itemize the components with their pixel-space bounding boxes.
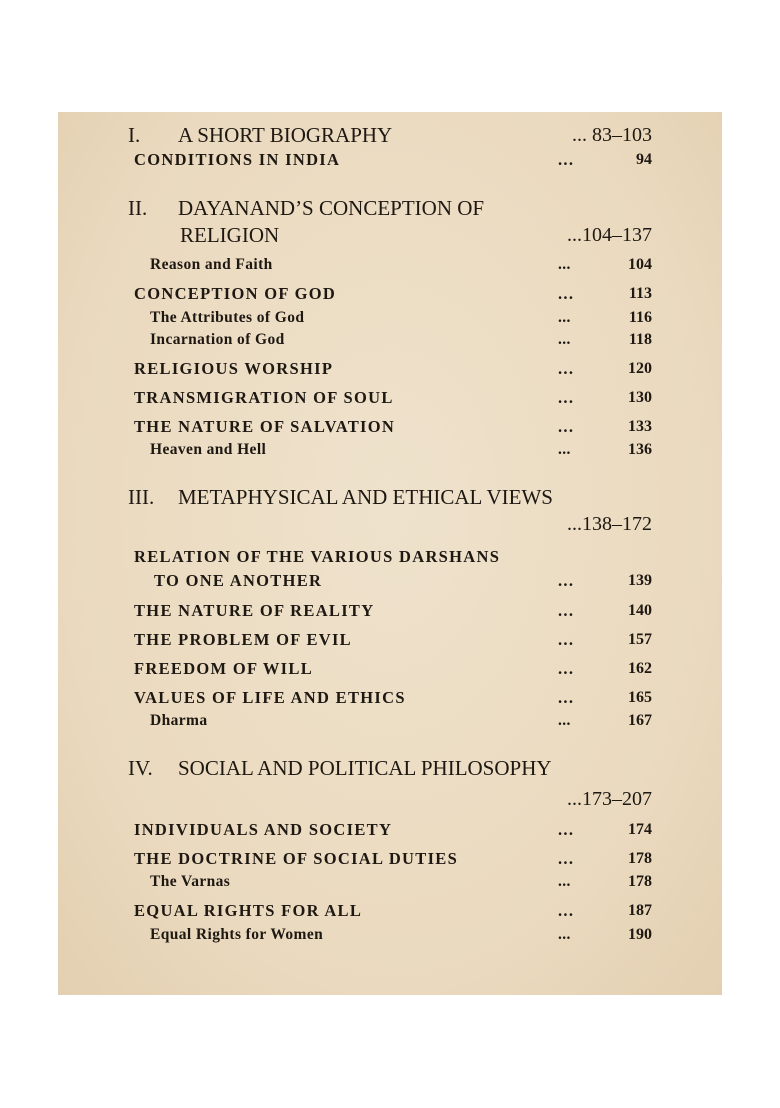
entry-title: A SHORT BIOGRAPHY [178, 123, 393, 147]
entry-title: INDIVIDUALS AND SOCIETY [134, 820, 393, 839]
toc-entry [58, 656, 722, 682]
toc-entry [58, 147, 722, 173]
entry-title: The Attributes of God [150, 309, 305, 326]
entry-title: SOCIAL AND POLITICAL PHILOSOPHY [178, 756, 552, 780]
toc-entry [58, 511, 722, 537]
page-number: 120 [628, 360, 652, 377]
chapter-number: IV. [128, 756, 153, 780]
entry-title: Heaven and Hell [150, 441, 267, 458]
page-number: ...104–137 [567, 224, 652, 246]
leader-dots: ... [558, 630, 575, 649]
leader-dots: ... [558, 688, 575, 707]
entry-title: THE NATURE OF SALVATION [134, 417, 396, 436]
leader-dots: ... [558, 284, 575, 303]
toc-entry [58, 327, 722, 353]
toc-entry [58, 195, 722, 221]
entry-title: Incarnation of God [150, 331, 285, 348]
scanned-page [58, 112, 722, 995]
entry-title: Dharma [150, 712, 208, 729]
toc-entry [58, 627, 722, 653]
entry-title: TO ONE ANOTHER [154, 571, 323, 590]
page-number: 94 [636, 151, 652, 168]
toc-entry [58, 122, 722, 148]
page-number: 136 [628, 441, 652, 458]
chapter-number: I. [128, 123, 141, 147]
entry-title: THE NATURE OF REALITY [134, 601, 375, 620]
entry-title: DAYANAND’S CONCEPTION OF [178, 196, 485, 220]
toc-entry [58, 437, 722, 463]
page-number: 118 [628, 331, 652, 348]
leader-dots: ... [558, 309, 571, 326]
entry-title: THE PROBLEM OF EVIL [134, 630, 352, 649]
toc-entry [58, 869, 722, 895]
page-number: 113 [628, 285, 652, 302]
leader-dots: ... [558, 331, 571, 348]
toc-entry [58, 708, 722, 734]
toc-entry [58, 922, 722, 948]
leader-dots: ... [558, 388, 575, 407]
entry-title: FREEDOM OF WILL [134, 659, 314, 678]
toc-entry [58, 252, 722, 278]
leader-dots: ... [558, 441, 571, 458]
leader-dots: ... [558, 150, 575, 169]
leader-dots: ... [558, 359, 575, 378]
entry-title: TRANSMIGRATION OF SOUL [134, 388, 394, 407]
toc-entry [58, 222, 722, 248]
page-number: 165 [628, 689, 652, 706]
page-number: 140 [628, 602, 652, 619]
leader-dots: ... [558, 659, 575, 678]
page-number: 174 [628, 821, 652, 838]
page-number: ... 83–103 [572, 124, 652, 146]
page-number: 178 [628, 873, 652, 890]
page-number: ...173–207 [567, 788, 652, 810]
toc-entry [58, 568, 722, 594]
entry-title: RELIGIOUS WORSHIP [134, 359, 334, 378]
toc-entry [58, 281, 722, 307]
page-number: ...138–172 [567, 513, 652, 535]
entry-title: CONCEPTION OF GOD [134, 284, 337, 303]
page-number: 130 [628, 389, 652, 406]
page-number: 190 [628, 926, 652, 943]
entry-title: RELIGION [180, 223, 280, 247]
leader-dots: ... [558, 571, 575, 590]
leader-dots: ... [558, 712, 571, 729]
entry-title: Reason and Faith [150, 256, 273, 273]
chapter-number: II. [128, 196, 148, 220]
toc-entry [58, 356, 722, 382]
toc-entry [58, 755, 722, 781]
page-number: 167 [628, 712, 652, 729]
leader-dots: ... [558, 820, 575, 839]
entry-title: Equal Rights for Women [150, 926, 324, 943]
entry-title: VALUES OF LIFE AND ETHICS [134, 688, 406, 707]
chapter-number: III. [128, 485, 155, 509]
entry-title: EQUAL RIGHTS FOR ALL [134, 901, 363, 920]
page-number: 157 [628, 631, 652, 648]
leader-dots: ... [558, 873, 571, 890]
page-number: 178 [628, 850, 652, 867]
page-number: 187 [628, 902, 652, 919]
toc-entry [58, 817, 722, 843]
toc-entry [58, 544, 722, 570]
leader-dots: ... [558, 926, 571, 943]
page-number: 139 [628, 572, 652, 589]
leader-dots: ... [558, 256, 571, 273]
leader-dots: ... [558, 901, 575, 920]
toc-entry [58, 598, 722, 624]
entry-title: The Varnas [150, 873, 231, 890]
entry-title: METAPHYSICAL AND ETHICAL VIEWS [178, 485, 553, 509]
toc-entry [58, 898, 722, 924]
leader-dots: ... [558, 417, 575, 436]
entry-title: CONDITIONS IN INDIA [134, 150, 341, 169]
leader-dots: ... [558, 601, 575, 620]
page-number: 104 [628, 256, 652, 273]
toc-entry [58, 385, 722, 411]
page-number: 116 [628, 309, 652, 326]
toc-entry [58, 484, 722, 510]
toc-entry [58, 786, 722, 812]
page-number: 133 [628, 418, 652, 435]
entry-title: RELATION OF THE VARIOUS DARSHANS [134, 547, 501, 566]
page-number: 162 [628, 660, 652, 677]
entry-title: THE DOCTRINE OF SOCIAL DUTIES [134, 849, 459, 868]
leader-dots: ... [558, 849, 575, 868]
